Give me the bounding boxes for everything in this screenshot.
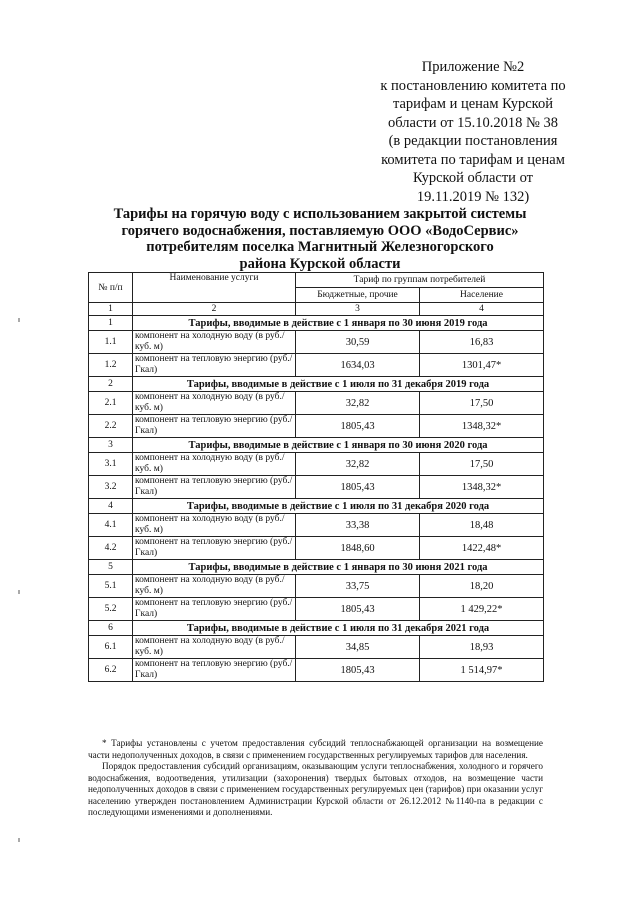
row-service: компонент на тепловую энергию (руб./Гкал) (133, 354, 296, 377)
row-population-value: 1 429,22* (420, 598, 544, 621)
table-row (89, 331, 544, 354)
row-num: 4.2 (89, 537, 133, 560)
period-row (89, 499, 544, 514)
title-line: района Курской области (239, 255, 401, 272)
row-service: компонент на тепловую энергию (руб./Гкал) (133, 415, 296, 438)
row-num: 2.1 (89, 392, 133, 415)
table-row (89, 537, 544, 560)
row-population-value: 1 514,97* (420, 659, 544, 682)
period-num: 5 (89, 560, 133, 575)
table-row (89, 392, 544, 415)
appendix-line: тарифам и ценам Курской (392, 96, 553, 112)
row-population-value: 1348,32* (420, 415, 544, 438)
row-num: 1.2 (89, 354, 133, 377)
notes-block (88, 738, 543, 819)
row-num: 4.1 (89, 514, 133, 537)
col-number: 1 (89, 303, 133, 316)
row-service: компонент на холодную воду (в руб./куб. м) (133, 575, 296, 598)
margin-mark (18, 838, 20, 842)
row-num: 5.2 (89, 598, 133, 621)
row-num: 6.1 (89, 636, 133, 659)
title-line: потребителям поселка Магнитный Железногорского (146, 239, 494, 255)
row-budget-value: 32,82 (296, 392, 420, 415)
table-row (89, 575, 544, 598)
title-line: горячего водоснабжения, поставляемую ООО «ВодоСервис» (121, 222, 519, 239)
row-budget-value: 30,59 (296, 331, 420, 354)
row-service: компонент на холодную воду (в руб./куб. м) (133, 331, 296, 354)
tariff-table (88, 272, 544, 682)
row-budget-value: 33,38 (296, 514, 420, 537)
row-num: 5.1 (89, 575, 133, 598)
row-population-value: 17,50 (420, 453, 544, 476)
period-title: Тарифы, вводимые в действие с 1 января по 30 июня 2019 года (133, 316, 544, 331)
row-budget-value: 1848,60 (296, 537, 420, 560)
appendix-line: комитета по тарифам и ценам (381, 151, 565, 168)
row-budget-value: 1805,43 (296, 659, 420, 682)
column-number-row (89, 303, 544, 316)
row-service: компонент на холодную воду (в руб./куб. м) (133, 453, 296, 476)
table-row (89, 636, 544, 659)
header-population: Население (420, 288, 544, 303)
row-num: 3.1 (89, 453, 133, 476)
appendix-line: (в редакции постановления (388, 133, 558, 149)
row-num: 6.2 (89, 659, 133, 682)
period-title: Тарифы, вводимые в действие с 1 января по 30 июня 2020 года (133, 438, 544, 453)
row-budget-value: 1805,43 (296, 598, 420, 621)
period-row (89, 316, 544, 331)
row-population-value: 18,93 (420, 636, 544, 659)
row-population-value: 17,50 (420, 392, 544, 415)
period-row (89, 377, 544, 392)
title-line: Тарифы на горячую воду с использованием закрытой системы (113, 206, 527, 222)
row-population-value: 1301,47* (420, 354, 544, 377)
period-title: Тарифы, вводимые в действие с 1 июля по 31 декабря 2020 года (133, 499, 544, 514)
row-population-value: 18,48 (420, 514, 544, 537)
header-service: Наименование услуги (133, 273, 296, 303)
row-population-value: 16,83 (420, 331, 544, 354)
header-num: № п/п (89, 273, 133, 303)
row-service: компонент на тепловую энергию (руб./Гкал) (133, 537, 296, 560)
row-budget-value: 1634,03 (296, 354, 420, 377)
row-service: компонент на холодную воду (в руб./куб. м) (133, 392, 296, 415)
row-num: 2.2 (89, 415, 133, 438)
row-budget-value: 33,75 (296, 575, 420, 598)
table-row (89, 354, 544, 377)
table-row (89, 476, 544, 499)
period-title: Тарифы, вводимые в действие с 1 июля по 31 декабря 2019 года (133, 377, 544, 392)
table-row (89, 415, 544, 438)
row-population-value: 1348,32* (420, 476, 544, 499)
footnote-text: * Тарифы установлены с учетом предоставления субсидий теплоснабжающей организации на возмещение части недополученных доходов, в связи с применением государственных регулируемых тарифов для населения. (88, 738, 543, 760)
period-row (89, 560, 544, 575)
table-row (89, 659, 544, 682)
table-row (89, 598, 544, 621)
row-service: компонент на холодную воду (в руб./куб. м) (133, 636, 296, 659)
header-tariff-group: Тариф по группам потребителей (296, 273, 544, 288)
row-service: компонент на тепловую энергию (руб./Гкал) (133, 598, 296, 621)
appendix-line: области от 15.10.2018 № 38 (388, 114, 558, 131)
appendix-line: 19.11.2019 № 132) (416, 188, 530, 205)
period-num: 6 (89, 621, 133, 636)
col-number: 4 (420, 303, 544, 316)
row-budget-value: 1805,43 (296, 476, 420, 499)
row-budget-value: 34,85 (296, 636, 420, 659)
row-service: компонент на тепловую энергию (руб./Гкал) (133, 659, 296, 682)
row-budget-value: 32,82 (296, 453, 420, 476)
period-num: 4 (89, 499, 133, 514)
document-title (95, 206, 545, 272)
tariff-table-body (89, 273, 544, 682)
row-population-value: 18,20 (420, 575, 544, 598)
procedure-text: Порядок предоставления субсидий организациям, оказывающим услуги теплоснабжения, холодного и горячего водоснабжения, водоотведения, утилизации (захоронения) твердых бытовых отходов, на возмещение части недополученных доходов в связи с применением государственных регулируемых цен (тарифов) при оказании услуг населению утвержден постановлением Администрации Курской области от 26.12.2012 №1140-па в редакции с последующими изменениями и дополнениями. (88, 761, 543, 817)
row-num: 1.1 (89, 331, 133, 354)
period-num: 3 (89, 438, 133, 453)
period-row (89, 621, 544, 636)
period-num: 2 (89, 377, 133, 392)
margin-mark (18, 590, 20, 594)
appendix-header (368, 58, 578, 206)
margin-mark (18, 318, 20, 322)
period-num: 1 (89, 316, 133, 331)
row-budget-value: 1805,43 (296, 415, 420, 438)
appendix-line: Курской области от (413, 170, 533, 186)
row-service: компонент на холодную воду (в руб./куб. м) (133, 514, 296, 537)
col-number: 2 (133, 303, 296, 316)
header-budget: Бюджетные, прочие (296, 288, 420, 303)
appendix-line: Приложение №2 (421, 59, 525, 75)
table-row (89, 514, 544, 537)
row-service: компонент на тепловую энергию (руб./Гкал) (133, 476, 296, 499)
row-population-value: 1422,48* (420, 537, 544, 560)
row-num: 3.2 (89, 476, 133, 499)
period-title: Тарифы, вводимые в действие с 1 июля по 31 декабря 2021 года (133, 621, 544, 636)
col-number: 3 (296, 303, 420, 316)
header-row (89, 273, 544, 288)
appendix-line: к постановлению комитета по (380, 77, 566, 94)
table-row (89, 453, 544, 476)
period-title: Тарифы, вводимые в действие с 1 января по 30 июня 2021 года (133, 560, 544, 575)
period-row (89, 438, 544, 453)
